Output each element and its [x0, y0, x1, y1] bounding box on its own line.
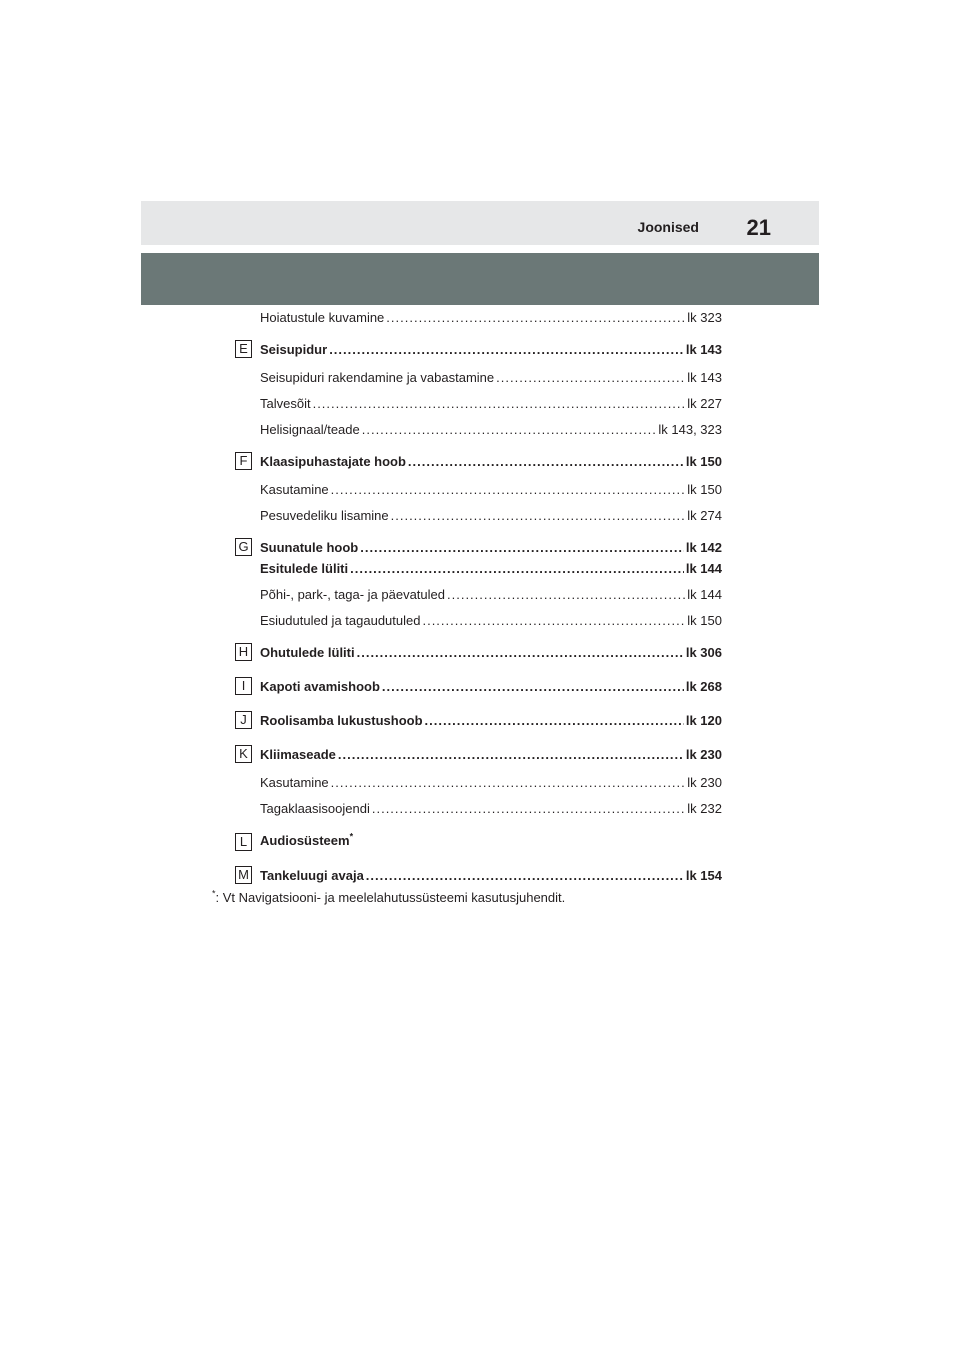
- toc-entry-page: lk 142: [685, 540, 722, 555]
- toc-entry[interactable]: [260, 643, 722, 663]
- toc-entry[interactable]: [260, 866, 722, 886]
- toc-entry-label: Kliimaseade: [260, 747, 336, 762]
- toc-entry-page: lk 154: [685, 868, 722, 883]
- toc-entry[interactable]: [260, 506, 722, 526]
- toc-entry[interactable]: [260, 308, 722, 328]
- section-letter-box: J: [235, 711, 252, 729]
- section-letter-box: H: [235, 643, 252, 661]
- toc-entry[interactable]: [260, 394, 722, 414]
- toc-entry-page: lk 230: [685, 747, 722, 762]
- toc-entry-label: Esitulede lüliti: [260, 561, 349, 576]
- toc-entry-label: Kasutamine: [260, 775, 329, 790]
- toc-entry[interactable]: [260, 831, 722, 851]
- leader-dots: [338, 745, 684, 765]
- toc-entry-label: Seisupiduri rakendamine ja vabastamine: [260, 370, 495, 385]
- toc-entry-page: lk 230: [687, 775, 722, 790]
- toc-entry-label: Tankeluugi avaja: [260, 868, 364, 883]
- toc-entry-page: lk 120: [685, 713, 722, 728]
- toc-entry-label: Hoiatustule kuvamine: [260, 310, 385, 325]
- leader-dots: [447, 585, 685, 605]
- toc-entry-label: Kapoti avamishoob: [260, 679, 380, 694]
- toc-entry-label: Esiudutuled ja tagaudutuled: [260, 613, 421, 628]
- toc-entry-label: Pesuvedeliku lisamine: [260, 508, 389, 523]
- leader-dots: [360, 538, 684, 558]
- toc-entry[interactable]: [260, 452, 722, 472]
- toc-entry[interactable]: [260, 559, 722, 579]
- footnote-marker: *: [349, 831, 354, 842]
- leader-dots: [329, 340, 684, 360]
- toc-entry-label: Talvesõit: [260, 396, 311, 411]
- toc-entry-label: Ohutulede lüliti: [260, 645, 355, 660]
- toc-entry-page: lk 143: [687, 370, 722, 385]
- leader-dots: [366, 866, 684, 886]
- footnote: [212, 890, 565, 905]
- section-letter-box: E: [235, 340, 252, 358]
- section-letter-box: M: [235, 866, 252, 884]
- toc-entry[interactable]: [260, 340, 722, 360]
- leader-dots: [408, 452, 684, 472]
- toc-entry[interactable]: [260, 773, 722, 793]
- toc-entry-page: lk 306: [685, 645, 722, 660]
- toc-entry[interactable]: [260, 420, 722, 440]
- leader-dots: [331, 480, 686, 500]
- toc-entry[interactable]: [260, 585, 722, 605]
- toc-entry[interactable]: [260, 745, 722, 765]
- toc-entry[interactable]: [260, 480, 722, 500]
- section-letter-box: I: [235, 677, 252, 695]
- toc-entry-page: lk 274: [687, 508, 722, 523]
- toc-entry-page: lk 268: [685, 679, 722, 694]
- toc-entry-label: Helisignaal/teade: [260, 422, 360, 437]
- leader-dots: [357, 643, 684, 663]
- leader-dots: [422, 611, 685, 631]
- section-letter-box: F: [235, 452, 252, 470]
- toc-entry-label: Tagaklaasisoojendi: [260, 801, 370, 816]
- footnote-text: : Vt Navigatsiooni- ja meelelahutussüsteemi kasutusjuhendit.: [215, 890, 566, 905]
- toc-entry-page: lk 143: [685, 342, 722, 357]
- toc-entry[interactable]: [260, 799, 722, 819]
- toc-entry[interactable]: [260, 711, 722, 731]
- toc-entry-page: lk 143, 323: [658, 422, 722, 437]
- section-letter-box: G: [235, 538, 252, 556]
- leader-dots: [313, 394, 686, 414]
- toc-entry-page: lk 150: [685, 454, 722, 469]
- section-title: Joonised: [637, 219, 699, 235]
- toc-entry-label: Kasutamine: [260, 482, 329, 497]
- leader-dots: [386, 308, 685, 328]
- toc-entry-page: lk 150: [687, 613, 722, 628]
- toc-entry-label: Roolisamba lukustushoob: [260, 713, 423, 728]
- leader-dots: [496, 368, 685, 388]
- footnote-mark: *: [212, 888, 216, 899]
- page-number: 21: [746, 215, 771, 240]
- toc-entry-page: lk 144: [685, 561, 722, 576]
- toc-entry-label: [260, 831, 353, 851]
- section-letter-box: K: [235, 745, 252, 763]
- toc-entry-page: lk 323: [687, 310, 722, 325]
- leader-dots: [382, 677, 684, 697]
- toc-entry[interactable]: [260, 611, 722, 631]
- toc-entry[interactable]: [260, 677, 722, 697]
- toc-entry[interactable]: [260, 368, 722, 388]
- toc-entry-label: Suunatule hoob: [260, 540, 359, 555]
- toc-entry-page: lk 227: [687, 396, 722, 411]
- toc-entry-page: lk 232: [687, 801, 722, 816]
- toc-entry-label: Põhi-, park-, taga- ja päevatuled: [260, 587, 445, 602]
- leader-dots: [331, 773, 686, 793]
- leader-dots: [425, 711, 684, 731]
- header-divider-band: [141, 253, 819, 305]
- toc-entry-page: lk 150: [687, 482, 722, 497]
- toc-entry-label: Klaasipuhastajate hoob: [260, 454, 406, 469]
- toc-entry[interactable]: [260, 538, 722, 558]
- toc-entry-page: lk 144: [687, 587, 722, 602]
- leader-dots: [350, 559, 684, 579]
- leader-dots: [391, 506, 686, 526]
- toc-entry-label: Seisupidur: [260, 342, 328, 357]
- toc-entry-label-text: Audiosüsteem: [260, 833, 350, 848]
- leader-dots: [362, 420, 657, 440]
- leader-dots: [372, 799, 685, 819]
- section-letter-box: L: [235, 833, 252, 851]
- page-header: [141, 201, 819, 245]
